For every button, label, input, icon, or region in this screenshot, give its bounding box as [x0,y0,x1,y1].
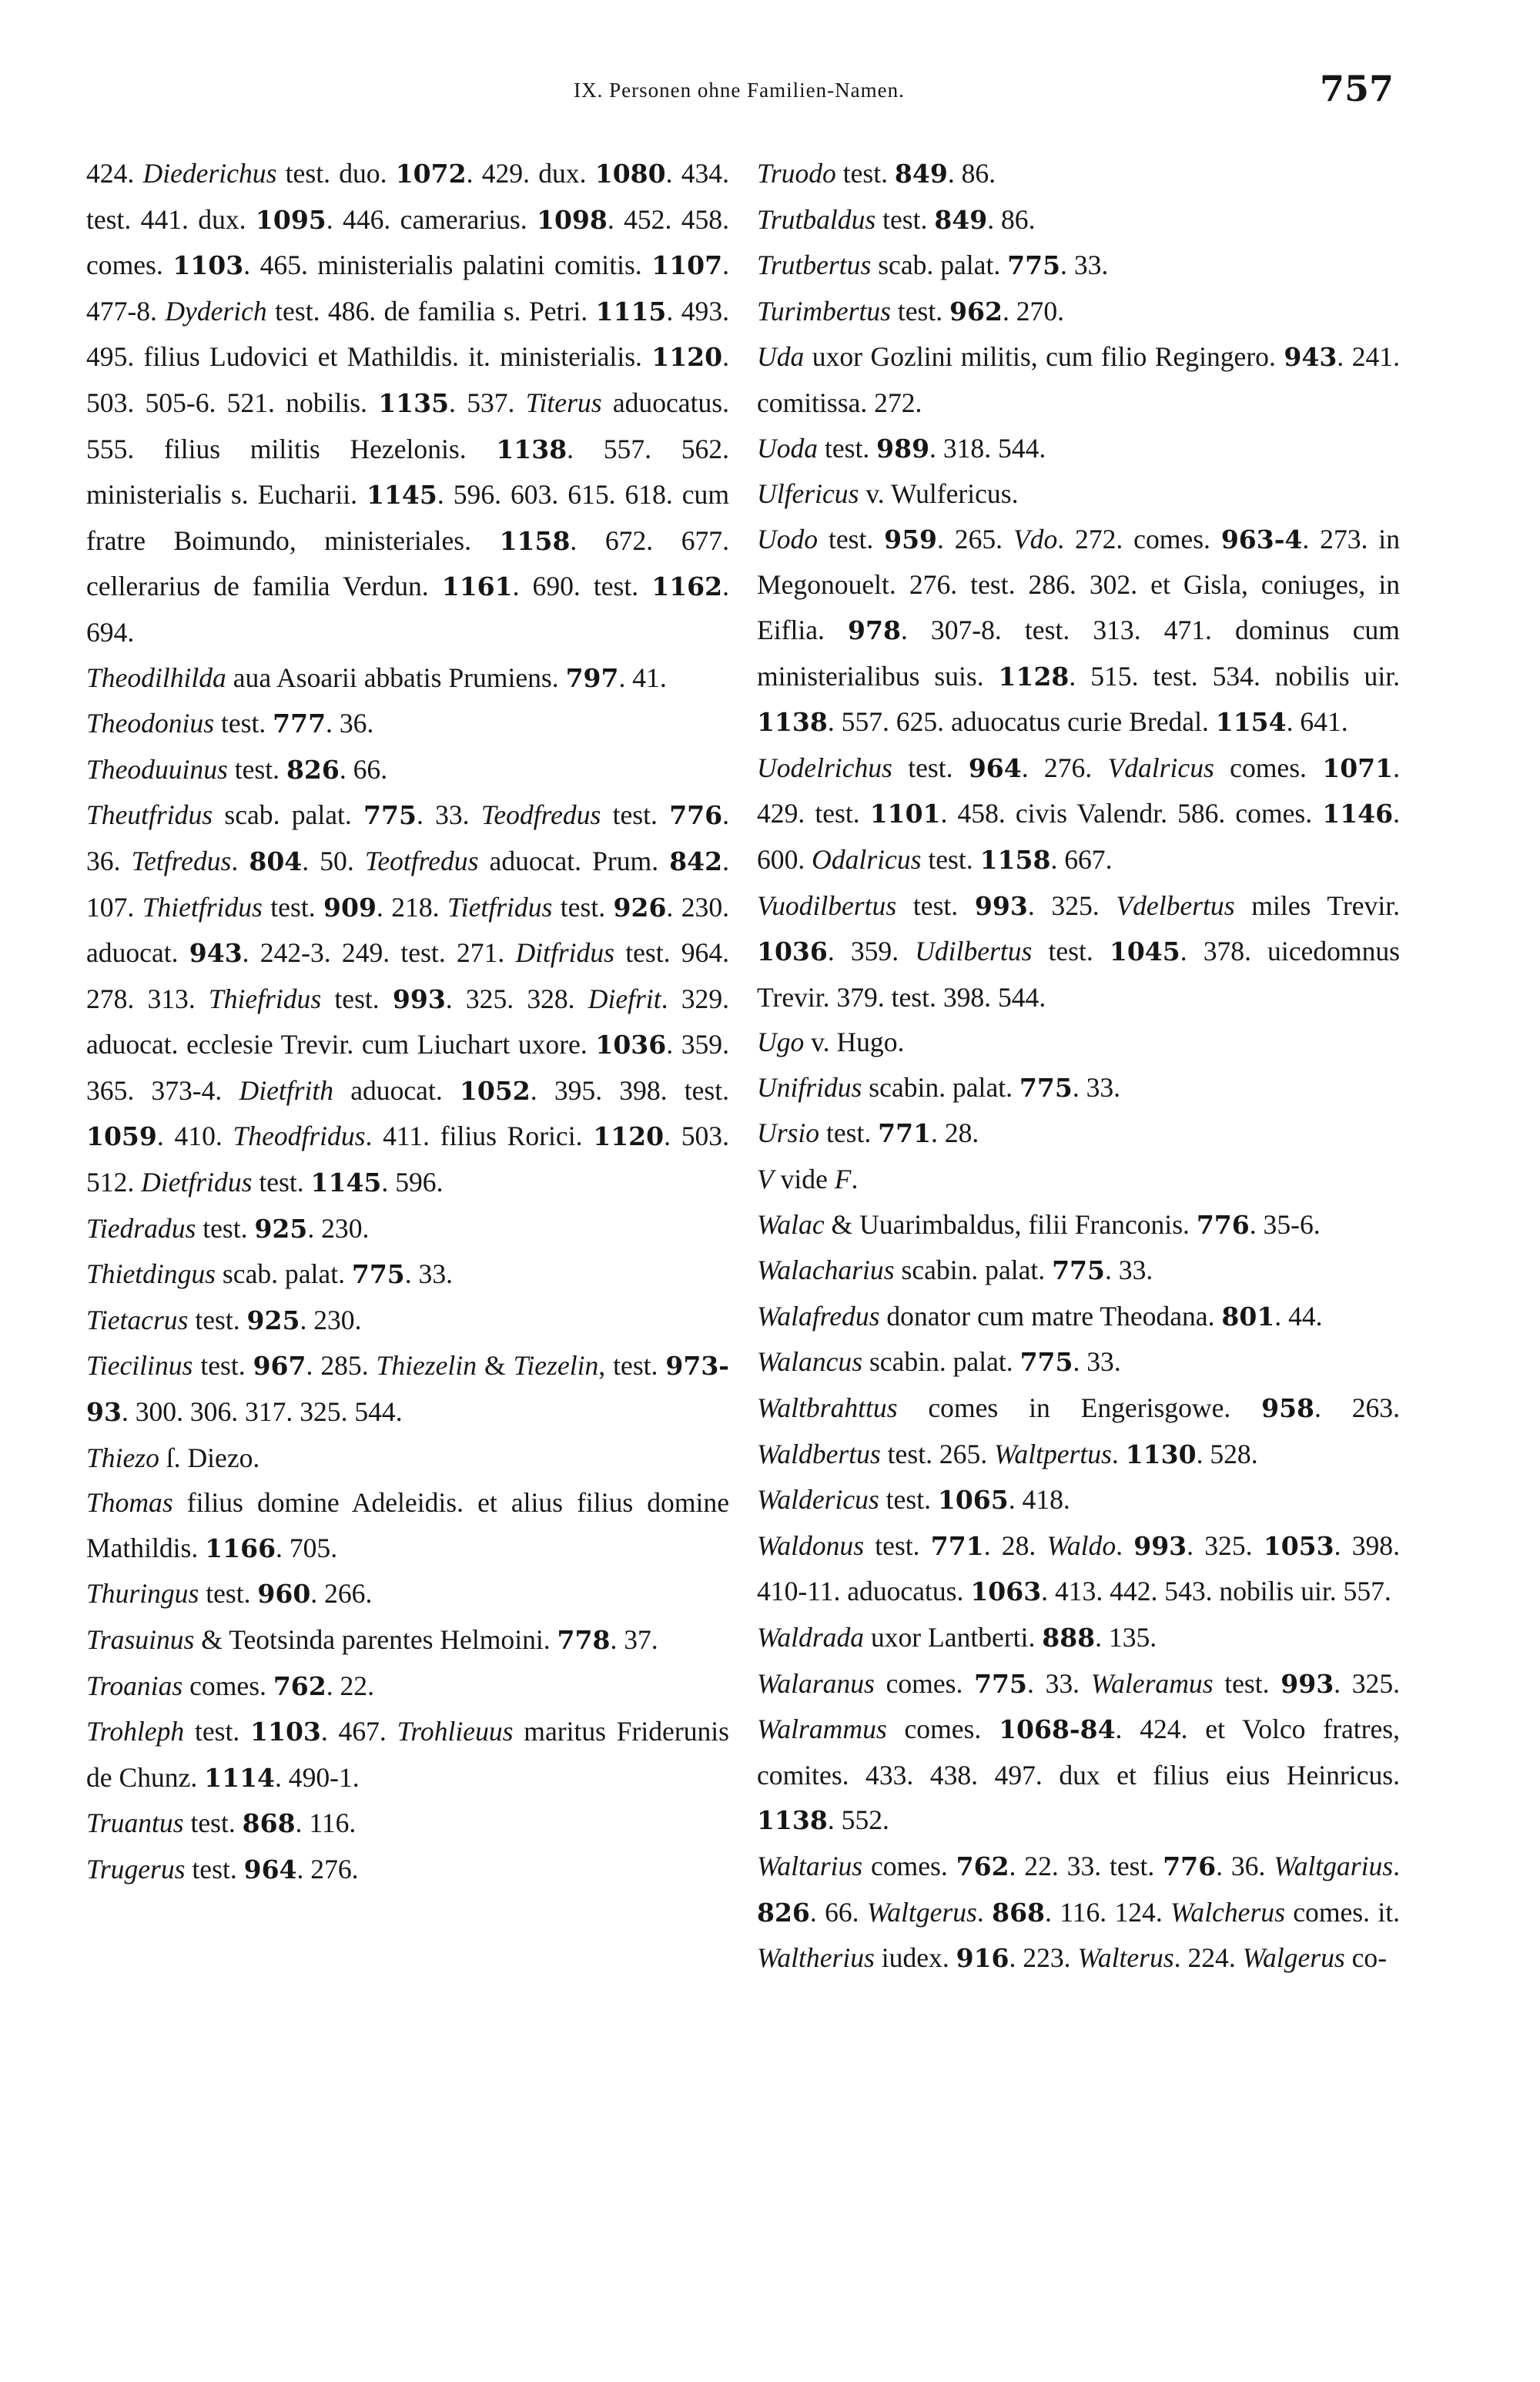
index-entry: Trasuinus & Teotsinda parentes Helmoini. 778. 37. [86,1624,658,1655]
index-entry: Waldericus test. 1065. 418. [757,1484,1070,1516]
running-title: IX. Personen ohne Familien-Namen. [574,79,905,102]
index-entry: Trohleph test. 1103. 467. Trohlieuus maritus Friderunis de Chunz. 1114. 490-1. [86,1716,730,1793]
index-entry: Walafredus donator cum matre Theodana. 801. 44. [757,1300,1323,1332]
index-entry: Truantus test. 868. 116. [86,1807,357,1839]
index-entry: Waltarius comes. 762. 22. 33. test. 776. 36. Waltgarius. 826. 66. Waltgerus. 868. 116. 124. Walcherus comes. it. Waltherius iudex. 916. 223. Walterus. 224. Walgerus co- [757,1850,1401,1974]
index-entry: Tiedradus test. 925. 230. [86,1212,370,1244]
index-entry: Troanias comes. 762. 22. [86,1670,374,1701]
index-entry: Walaranus comes. 775. 33. Waleramus test. 993. 325. Walrammus comes. 1068-84. 424. et Volco fratres, comites. 433. 438. 497. dux et filius eius Heinricus. 1138. 552. [757,1667,1401,1836]
index-entry: Trutbaldus test. 849. 86. [757,203,1036,235]
index-entry: Uoda test. 989. 318. 544. [757,432,1046,464]
index-entry: Walacharius scabin. palat. 775. 33. [757,1255,1153,1286]
index-entry: Thuringus test. 960. 266. [86,1578,373,1610]
index-entry: Uda uxor Gozlini militis, cum filio Regingero. 943. 241. comitissa. 272. [757,341,1400,418]
index-entry: Ulfericus v. Wulfericus. [757,478,1019,510]
index-entry: Ugo v. Hugo. [757,1027,905,1058]
index-entry: Waldonus test. 771. 28. Waldo. 993. 325. 1053. 398. 410-11. aduocatus. 1063. 413. 442. 543. nobilis uir. 557. [757,1529,1400,1607]
index-entry: Uodo test. 959. 265. Vdo. 272. comes. 963-4. 273. in Megonouelt. 276. test. 286. 302. et Gisla, coniuges, in Eiflia. 978. 307-8. test. 313. 471. dominus cum ministerialibus suis. 1128. 515. test. 534. nobilis uir. 1138. 557. 625. aduocatus curie Bredal. 1154. 641. [757,523,1400,738]
index-entry: 424. Diederichus test. duo. 1072. 429. dux. 1080. 434. test. 441. dux. 1095. 446. camerarius. 1098. 452. 458. comes. 1103. 465. ministerialis palatini comitis. 1107. 477-8. Dyderich test. 486. de familia s. Petri. 1115. 493. 495. filius Ludovici et Mathildis. it. ministerialis. 1120. 503. 505-6. 521. nobilis. 1135. 537. Titerus aduocatus. 555. filius militis Hezelonis. 1138. 557. 562. ministerialis s. Eucharii. 1145. 596. 603. 615. 618. cum fratre Boimundo, ministeriales. 1158. 672. 677. cellerarius de familia Verdun. 1161. 690. test. 1162. 694. [86,158,730,648]
index-entry: Tietacrus test. 925. 230. [86,1304,362,1335]
index-entry: Theutfridus scab. palat. 775. 33. Teodfredus test. 776. 36. Tetfredus. 804. 50. Teotfredus aduocat. Prum. 842. 107. Thietfridus test. 909. 218. Tietfridus test. 926. 230. aduocat. 943. 242-3. 249. test. 271. Ditfridus test. 964. 278. 313. Thiefridus test. 993. 325. 328. Diefrit. 329. aduocat. ecclesie Trevir. cum Liuchart uxore. 1036. 359. 365. 373-4. Dietfrith aduocat. 1052. 395. 398. test. 1059. 410. Theodfridus. 411. filius Rorici. 1120. 503. 512. Dietfridus test. 1145. 596. [86,799,730,1198]
index-entry: Walancus scabin. palat. 775. 33. [757,1346,1121,1378]
index-entry: Thiezo ſ. Diezo. [86,1442,260,1473]
index-entry: Walac & Uuarimbaldus, filii Franconis. 776. 35-6. [757,1208,1321,1240]
index-entry: V vide F. [757,1164,859,1195]
index-entry: Theoduuinus test. 826. 66. [86,753,388,785]
page-number: 757 [1319,68,1394,109]
index-entry: Truodo test. 849. 86. [757,158,996,189]
index-entry: Waldrada uxor Lantberti. 888. 135. [757,1622,1157,1653]
index-entry: Waltbrahttus comes in Engerisgowe. 958. 263. Waldbertus test. 265. Waltpertus. 1130. 528. [757,1392,1400,1469]
index-entry: Trutbertus scab. palat. 775. 33. [757,250,1109,281]
index-entry: Uodelrichus test. 964. 276. Vdalricus comes. 1071. 429. test. 1101. 458. civis Valendr. 586. comes. 1146. 600. Odalricus test. 1158. 667. [757,752,1401,875]
right-column [757,151,1400,1982]
left-column [86,151,729,1893]
index-entry: Tiecilinus test. 967. 285. Thiezelin & Tiezelin, test. 973-93. 300. 306. 317. 325. 544. [86,1350,729,1428]
index-entry: Vuodilbertus test. 993. 325. Vdelbertus miles Trevir. 1036. 359. Udilbertus test. 1045. 378. uicedomnus Trevir. 379. test. 398. 544. [757,889,1400,1013]
index-entry: Trugerus test. 964. 276. [86,1853,359,1884]
index-entry: Thietdingus scab. palat. 775. 33. [86,1258,454,1290]
page-header [85,68,1394,122]
index-entry: Ursio test. 771. 28. [757,1117,979,1149]
index-entry: Theodilhilda aua Asoarii abbatis Prumiens. 797. 41. [86,662,667,693]
index-entry: Unifridus scabin. palat. 775. 33. [757,1071,1121,1103]
index-entry: Theodonius test. 777. 36. [86,708,374,739]
index-entry: Turimbertus test. 962. 270. [757,295,1065,327]
index-entry: Thomas filius domine Adeleidis. et alius filius domine Mathildis. 1166. 705. [86,1487,729,1563]
